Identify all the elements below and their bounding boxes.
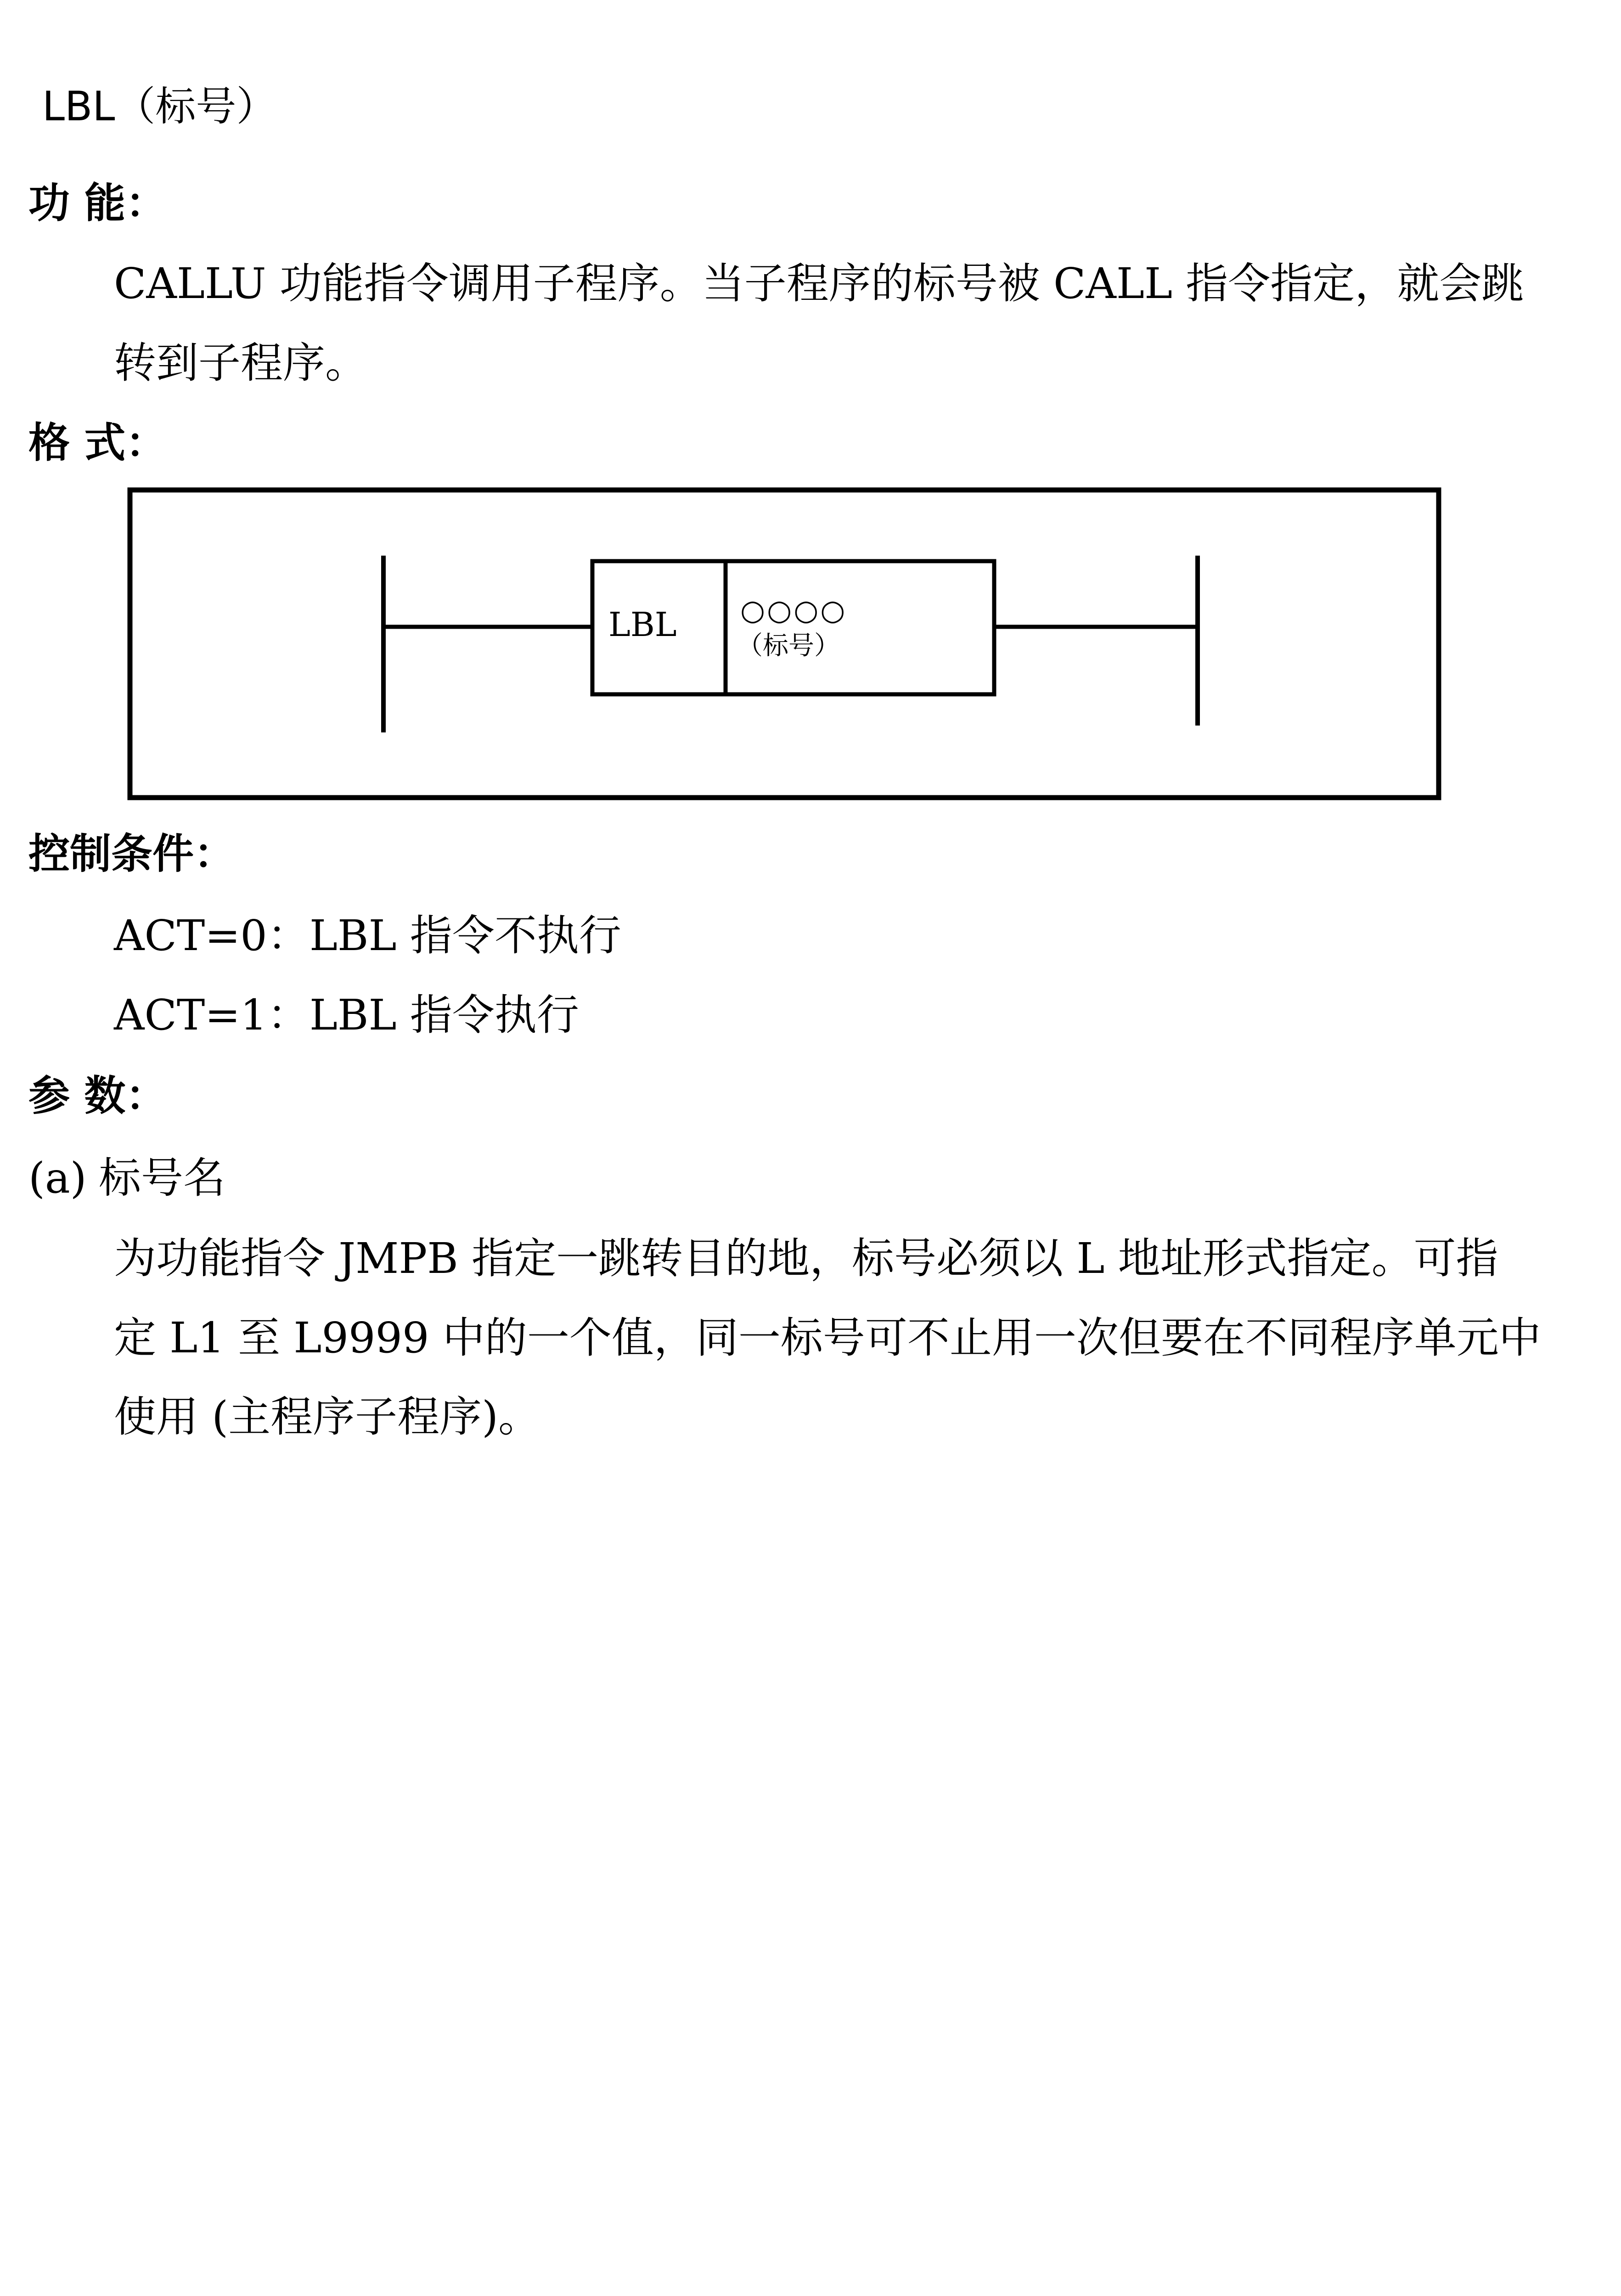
parameter-placeholder: ○○○○ (740, 593, 847, 627)
control-heading: 控制条件： (28, 830, 235, 878)
function-line-1: CALLU 功能指令调用子程序。当子程序的标号被 CALL 指令指定，就会跳 (114, 259, 1524, 308)
param-a-line-2: 定 L1 至 L9999 中的一个值，同一标号可不止用一次但要在不同程序单元中 (114, 1313, 1541, 1362)
control-line-act1: ACT=1：LBL 指令执行 (114, 990, 579, 1040)
param-a-title: 标号名 (99, 1154, 226, 1203)
param-a-marker: (a) (28, 1154, 87, 1203)
format-heading: 格 式： (28, 419, 167, 467)
params-heading: 参 数： (28, 1072, 167, 1120)
param-a-line-3: 使用 (主程序子程序)。 (114, 1392, 541, 1441)
page-title: LBL（标号） (42, 83, 277, 130)
function-heading: 功 能： (28, 179, 167, 227)
control-line-act0: ACT=0：LBL 指令不执行 (114, 911, 621, 960)
parameter-caption: （标号） (737, 631, 840, 661)
instruction-box-label: LBL (608, 605, 677, 644)
function-line-2: 转到子程序。 (114, 338, 368, 388)
param-a-line-1: 为功能指令 JMPB 指定一跳转目的地，标号必须以 L 地址形式指定。可指 (114, 1234, 1498, 1283)
